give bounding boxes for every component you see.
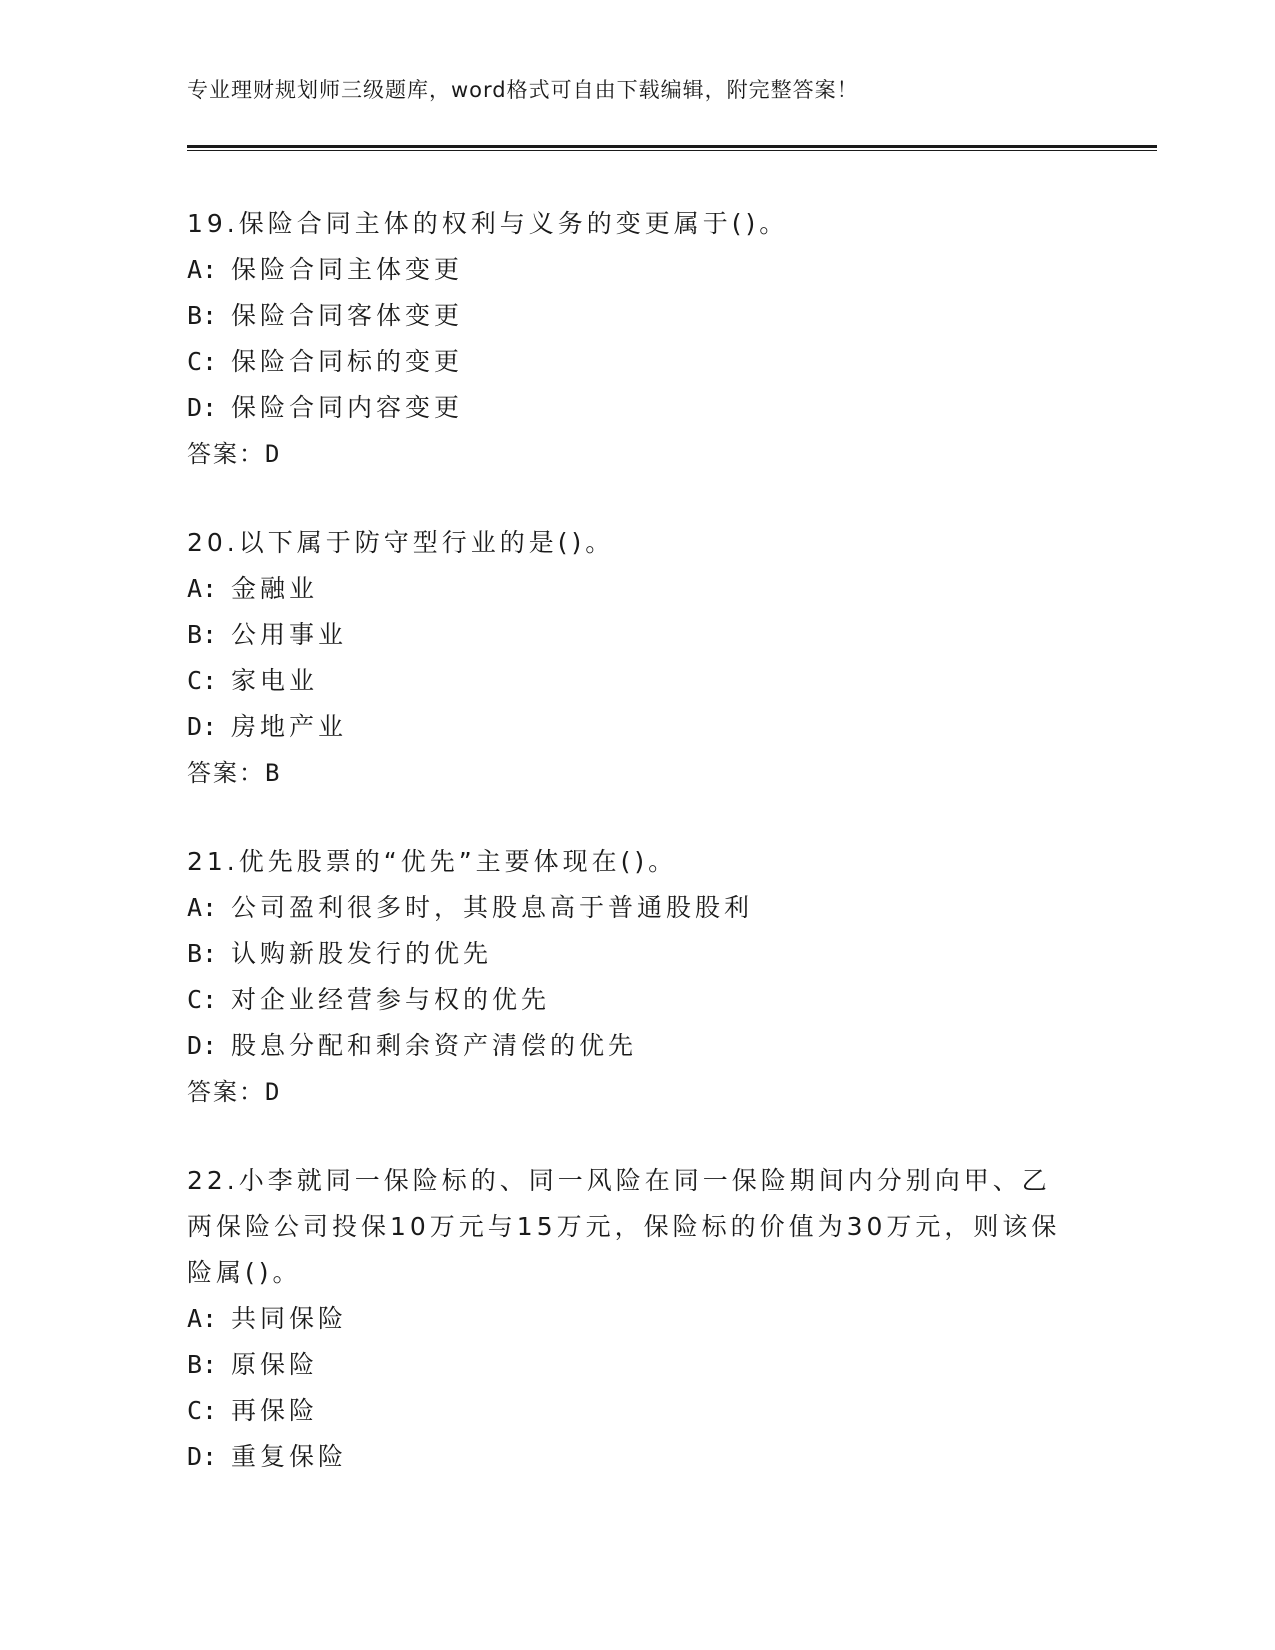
option-text: 公司盈利很多时，其股息高于普通股股利 [231, 893, 754, 922]
option-text: 公用事业 [231, 620, 348, 649]
option-d [187, 1434, 1087, 1480]
option-text: 认购新股发行的优先 [231, 939, 493, 968]
option-text: 家电业 [231, 666, 319, 695]
option-text: 保险合同客体变更 [231, 301, 464, 330]
option-letter: D: [187, 1442, 218, 1471]
option-text: 保险合同标的变更 [231, 347, 464, 376]
question-20 [187, 520, 1087, 796]
option-text: 房地产业 [231, 712, 348, 741]
question-19 [187, 201, 1087, 477]
answer-value: D [265, 440, 280, 468]
question-22 [187, 1158, 1087, 1480]
question-list [187, 201, 1087, 1523]
option-text: 重复保险 [231, 1442, 348, 1471]
answer-label: 答案： [187, 759, 265, 787]
option-c [187, 1388, 1087, 1434]
answer-value: D [265, 1078, 280, 1106]
option-b [187, 293, 1087, 339]
option-text: 金融业 [231, 574, 319, 603]
option-b [187, 931, 1087, 977]
option-letter: C: [187, 1396, 218, 1425]
option-c [187, 339, 1087, 385]
question-21 [187, 839, 1087, 1115]
option-letter: A: [187, 255, 218, 284]
answer-label: 答案： [187, 1078, 265, 1106]
answer-label: 答案： [187, 440, 265, 468]
question-stem: 19.保险合同主体的权利与义务的变更属于()。 [187, 209, 789, 238]
option-a [187, 885, 1087, 931]
question-stem: 22.小李就同一保险标的、同一风险在同一保险期间内分别向甲、乙两保险公司投保10万元与15万元，保险标的价值为30万元，则该保险属()。 [187, 1166, 1061, 1287]
option-letter: D: [187, 393, 218, 422]
answer-value: B [265, 759, 280, 787]
header-divider [187, 145, 1157, 151]
question-stem: 20.以下属于防守型行业的是()。 [187, 528, 615, 557]
option-letter: B: [187, 1350, 218, 1379]
option-a [187, 566, 1087, 612]
option-letter: D: [187, 1031, 218, 1060]
option-text: 对企业经营参与权的优先 [231, 985, 551, 1014]
option-letter: D: [187, 712, 218, 741]
option-b [187, 1342, 1087, 1388]
option-text: 股息分配和剩余资产清偿的优先 [231, 1031, 638, 1060]
option-d [187, 1023, 1087, 1069]
option-text: 再保险 [231, 1396, 319, 1425]
option-letter: B: [187, 939, 218, 968]
option-letter: C: [187, 666, 218, 695]
option-letter: A: [187, 1304, 218, 1333]
option-text: 原保险 [231, 1350, 319, 1379]
option-letter: C: [187, 985, 218, 1014]
option-letter: B: [187, 301, 218, 330]
option-letter: A: [187, 574, 218, 603]
document-header: 专业理财规划师三级题库，word格式可自由下载编辑，附完整答案！ [187, 78, 859, 102]
option-letter: B: [187, 620, 218, 649]
option-a [187, 247, 1087, 293]
option-b [187, 612, 1087, 658]
option-a [187, 1296, 1087, 1342]
option-c [187, 977, 1087, 1023]
question-stem: 21.优先股票的“优先”主要体现在()。 [187, 847, 678, 876]
answer-line [187, 750, 1087, 796]
option-d [187, 385, 1087, 431]
answer-line [187, 1069, 1087, 1115]
option-text: 保险合同内容变更 [231, 393, 464, 422]
option-letter: C: [187, 347, 218, 376]
option-letter: A: [187, 893, 218, 922]
option-text: 保险合同主体变更 [231, 255, 464, 284]
option-d [187, 704, 1087, 750]
option-c [187, 658, 1087, 704]
answer-line [187, 431, 1087, 477]
option-text: 共同保险 [231, 1304, 348, 1333]
